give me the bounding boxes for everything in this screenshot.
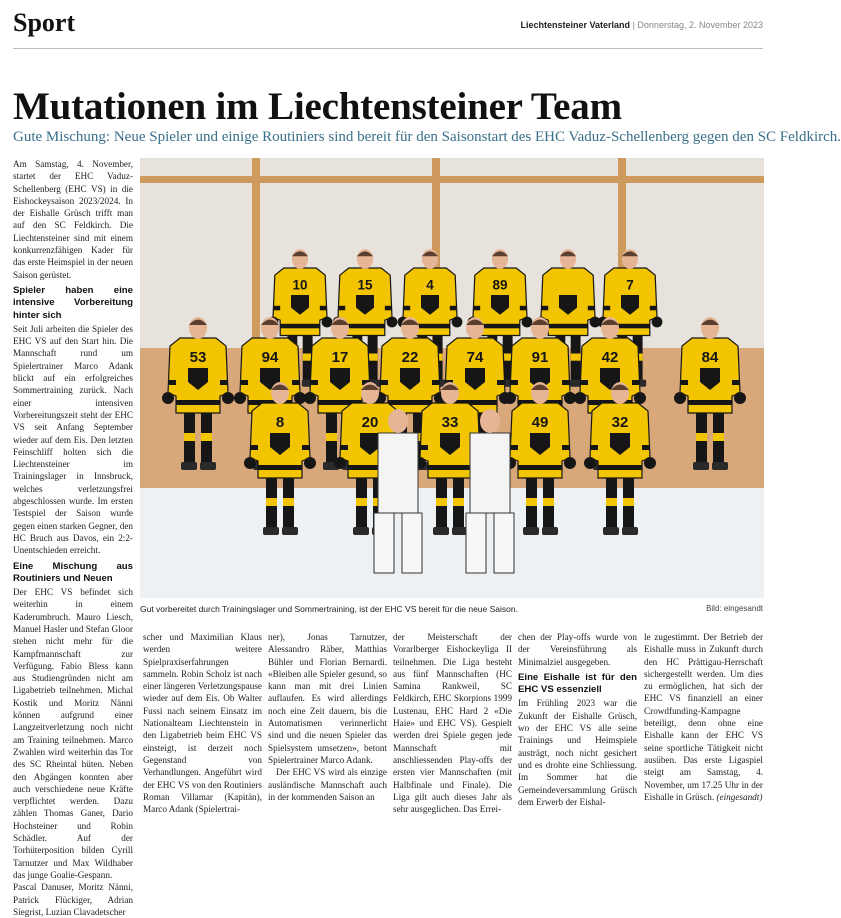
publication-name: Liechtensteiner Vaterland [520,20,631,30]
paragraph: Pascal Danuser, Moritz Nänni, Patrick Flückiger, Adrian Siegrist, Luzian Clavadetscher [13,882,133,917]
jersey-number: 17 [331,349,349,366]
team-photo [140,158,764,598]
paragraph: Der EHC VS befindet sich weiterhin in einem Kaderumbruch. Mauro Liesch, Manuel Hasler und Stefan Gloor stehen nicht mehr für die Kampfmannschaft zur Verfügung. Fabio Bless kann aus Studiengründen nicht am Ligabetrieb teilnehmen. Michal Kostik und Moritz Nänni können aufgrund einer Langzeitverletzung noch nicht am Training teilnehmen. Marco Zwahlen wird weiterhin das Tor des SC Rheintal hüten. Neben den Abgängen konnten aber auch verschiedene neue Kräfte verpflichtet werden. Dazu zählen Thomas Ganer, Dario Hochsteiner und Robin Schädler. Auf der Torhüterposition bilden Cyrill Tarnutzer und Max Wildhaber das junge Goalie-Gespann. [13,587,133,880]
paragraph: chen der Play-offs wurde von der Vereinsführung als Minimalziel ausgegeben. [518,632,637,667]
jersey-number: 89 [492,277,508,293]
jersey-number: 74 [466,349,484,366]
jersey-number: 10 [292,277,308,293]
article-column-1 [13,158,133,917]
subheading: Eine Eishalle ist für den EHC VS essenziell [518,671,637,696]
jersey-number: 22 [401,349,419,366]
issue-date: Donnerstag, 2. November 2023 [637,20,763,30]
jersey-number: 7 [626,277,634,293]
team-photo-image [140,158,764,598]
header-rule [13,48,763,49]
photo-credit: Bild: eingesandt [706,604,763,613]
jersey-number: 20 [361,414,379,431]
jersey-number: 94 [261,349,279,366]
article-column-5 [518,631,637,807]
subheading: Spieler haben eine intensive Vorbereitung hinter sich [13,284,133,321]
jersey-number: 32 [611,414,629,431]
headline: Mutationen im Liechtensteiner Team [13,85,622,128]
paragraph: Im Frühling 2023 war die Zukunft der Eishalle Grüsch, wo der EHC VS alle seine Trainings und Heimspiele austrägt, noch nicht gesichert und es drohte eine Schliessung. Im Sommer hat die Gemeindeversammlung Grüsch dem Erwerb der Eishal- [518,698,637,807]
jersey-number: 42 [601,349,619,366]
jersey-number: 33 [441,414,459,431]
paragraph [644,631,763,803]
jersey-number: 49 [531,414,549,431]
jersey-number: 84 [701,349,719,366]
photo-caption: Gut vorbereitet durch Trainingslager und Sommertraining, ist der EHC VS bereit für die neue Saison. [140,604,518,614]
paragraph: Am Samstag, 4. November, startet der EHC Vaduz-Schellenberg (EHC VS) in die Eishockeysaison 2023/2024. In der Eishalle Grüsch trifft man auf den SC Feldkirch. Die Liechtensteiner sind mit einem konkurrenzfähigen Kader für das erste Heimspiel in der neuen Saison gerüstet. [13,159,133,280]
article-column-6 [644,631,763,802]
article-column-4 [393,631,512,815]
masthead [521,20,764,30]
paragraph-text: le zugestimmt. Der Betrieb der Eishalle muss in Zukunft durch den HC Prättigau-Herrschaft sichergestellt werden. Um dies zu ermöglichen, hat sich der EHC VS finanziell an einer Crowdfunding-Kampagne beteiligt, denn ohne eine Eishalle kann der EHC VS seine sportliche Tätigkeit nicht ausüben. Das erste Ligaspiel steigt am Samstag, 4. November, um 17.25 Uhr in der Eishalle in Grüsch. [644,632,763,802]
article-tag: (eingesandt) [716,791,763,802]
paragraph: scher und Maximilian Klaus werden weitere Spielpraxiserfahrungen sammeln. Robin Scholz ist nach einer längeren Verletzungspause wieder auf dem Eis. Ob Walter Fussi nach seinem Einsatz im Nationalteam Liechtenstein in den Ligabetrieb beim EHC VS einsteigt, ist derzeit noch Gegenstand von Verhandlungen. Angeführt wird der EHC VS von den Routiniers Roman Villamar (Kapitän), Marco Adank (Spielertrai- [143,632,262,815]
jersey-number: 8 [275,414,285,431]
section-title: Sport [13,8,76,37]
jersey-number: 4 [426,277,434,293]
masthead-separator: | [632,20,635,30]
paragraph: der Meisterschaft der Vorarlberger Eishockeyliga II teilnehmen. Die Liga besteht aus fünf Mannschaften (HC Samina Rankweil, SC Feldkirch, EHC Skorpions 1999 Lustenau, EHC Hard 2 «Die Haie» und EHC VS). Gespielt werden drei Spiele gegen jede Mannschaft mit anschliessenden Play-offs der ersten vier Mannschaften (mit Halbfinale und Finale). Die Liga gilt auch dieses Jahr als sehr ausgeglichen. Das Errei- [393,632,512,815]
article-column-2 [143,631,262,815]
jersey-number: 91 [531,349,549,366]
subheading: Eine Mischung aus Routiniers und Neuen [13,560,133,584]
subline: Gute Mischung: Neue Spieler und einige Routiniers sind bereit für den Saisonstart des EHC Vaduz-Schellenberg gegen den SC Feldkirch. [13,129,841,145]
jersey-number: 15 [357,277,373,293]
paragraph: ner), Jonas Tarnutzer, Alessandro Räber, Matthias Bühler und Florian Bernardi. «Bleiben alle Spieler gesund, so kann man mit drei Linien auflaufen. Es wird allerdings noch eine Zeit dauern, bis die Automatismen verinnerlicht sind und die neuen Spieler das Spielsystem umsetzen», betont Spielertrainer Marco Adank. [268,632,387,765]
article-column-3 [268,631,387,802]
paragraph: Seit Juli arbeiten die Spieler des EHC VS auf den Start hin. Die Mannschaft rund um Spielertrainer Marco Adank blickt auf ein erfolgreiches Sommertraining zurück. Nach einer intensiven Vorbereitungszeit steht der EHC VS seit Anfang September wieder auf dem Eis. Den letzten Feinschliff holten sich die Liechtensteiner im Trainingslager in Innsbruck, welches verletzungsfrei abgeschlossen wurde. Im ersten Testspiel der Saison wurde gegen einen starken Gegner, den HC Bruch aus Davos, ein 2:2-Unentschieden erreicht. [13,323,133,556]
paragraph: Der EHC VS wird als einzige ausländische Mannschaft auch in der kommenden Saison an [268,767,387,802]
jersey-number: 53 [189,349,207,366]
